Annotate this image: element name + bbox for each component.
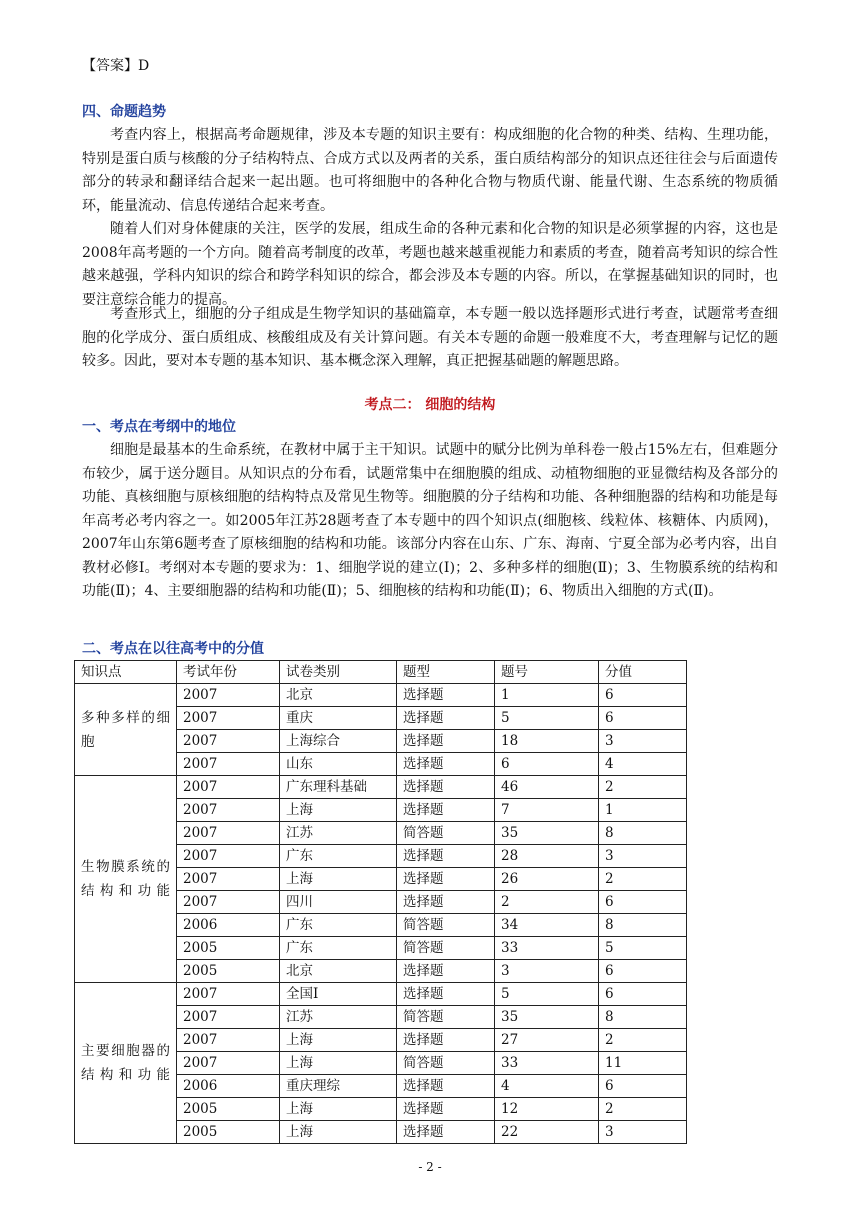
table-cell: 2007: [177, 1029, 280, 1052]
table-row: [75, 684, 687, 707]
table-cell: 5: [599, 937, 687, 960]
table-cell: 选择题: [397, 753, 495, 776]
header-cell: 知识点: [75, 661, 177, 684]
table-cell: 8: [599, 822, 687, 845]
table-cell: 2: [599, 868, 687, 891]
table-cell: 简答题: [397, 1006, 495, 1029]
table-cell: 北京: [280, 960, 397, 983]
table-cell: 34: [495, 914, 599, 937]
table-cell: 6: [599, 707, 687, 730]
table-cell: 2005: [177, 937, 280, 960]
table-cell: 8: [599, 1006, 687, 1029]
table-cell: 6: [599, 891, 687, 914]
table-cell: 8: [599, 914, 687, 937]
header-cell: 分值: [599, 661, 687, 684]
score-table-body: [75, 661, 687, 1144]
table-cell: 选择题: [397, 1098, 495, 1121]
table-cell: 2005: [177, 960, 280, 983]
table-cell: 2: [599, 1029, 687, 1052]
table-cell: 上海: [280, 1029, 397, 1052]
table-cell: 2007: [177, 868, 280, 891]
table-cell: 6: [599, 1075, 687, 1098]
table-cell: 简答题: [397, 937, 495, 960]
page-number: - 2 -: [418, 1160, 442, 1174]
knowledge-point-cell: 生物膜系统的结构和功能: [75, 776, 177, 983]
table-cell: 2007: [177, 684, 280, 707]
table-cell: 2: [599, 776, 687, 799]
table-cell: 2: [495, 891, 599, 914]
table-cell: 2007: [177, 753, 280, 776]
table-cell: 2007: [177, 1052, 280, 1075]
table-cell: 18: [495, 730, 599, 753]
table-cell: 5: [495, 983, 599, 1006]
table-cell: 简答题: [397, 914, 495, 937]
section4-paragraph-3: 考查形式上，细胞的分子组成是生物学知识的基础篇章，本专题一般以选择题形式进行考查，试题常考查细胞的化学成分、蛋白质组成、核酸组成及有关计算问题。有关本专题的命题一般难度不大，考查理解与记忆的题较多。因此，要对本专题的基本知识、基本概念深入理解，真正把握基础题的解题思路。: [82, 306, 778, 369]
table-cell: 选择题: [397, 1121, 495, 1144]
table-cell: 选择题: [397, 1075, 495, 1098]
table-cell: 28: [495, 845, 599, 868]
table-cell: 广东理科基础: [280, 776, 397, 799]
table-cell: 12: [495, 1098, 599, 1121]
table-cell: 选择题: [397, 983, 495, 1006]
header-cell: 试卷类别: [280, 661, 397, 684]
knowledge-point-cell: 多种多样的细胞: [75, 684, 177, 776]
table-cell: 重庆理综: [280, 1075, 397, 1098]
table-cell: 3: [599, 1121, 687, 1144]
table-header-row: [75, 661, 687, 684]
table-cell: 2007: [177, 845, 280, 868]
knowledge-point-cell: 主要细胞器的结构和功能: [75, 983, 177, 1144]
table-cell: 2007: [177, 776, 280, 799]
table-cell: 上海: [280, 1098, 397, 1121]
section1-heading: 一、考点在考纲中的地位: [82, 419, 236, 435]
table-cell: 6: [599, 684, 687, 707]
section4-paragraph-1: 考查内容上，根据高考命题规律，涉及本专题的知识主要有：构成细胞的化合物的种类、结构、生理功能，特别是蛋白质与核酸的分子结构特点、合成方式以及两者的关系，蛋白质结构部分的知识点还往往会与后面遗传部分的转录和翻译结合起来一起出题。也可将细胞中的各种化合物与物质代谢、能量代谢、生态系统的物质循环，能量流动、信息传递结合起来考查。: [82, 127, 778, 214]
table-cell: 26: [495, 868, 599, 891]
table-cell: 2006: [177, 914, 280, 937]
table-row: [75, 776, 687, 799]
table-cell: 全国Ⅰ: [280, 983, 397, 1006]
table-cell: 46: [495, 776, 599, 799]
section4-paragraph-2: 随着人们对身体健康的关注，医学的发展，组成生命的各种元素和化合物的知识是必须掌握的内容，这也是2008年高考题的一个方向。随着高考制度的改革，考题也越来越重视能力和素质的考查，随着高考知识的综合性越来越强，学科内知识的综合和跨学科知识的综合，都会涉及本专题的内容。所以，在掌握基础知识的同时，也要注意综合能力的提高。: [82, 221, 778, 308]
table-cell: 2: [599, 1098, 687, 1121]
table-cell: 选择题: [397, 868, 495, 891]
section4-heading: 四、命题趋势: [82, 104, 166, 120]
table-cell: 6: [599, 983, 687, 1006]
table-cell: 4: [495, 1075, 599, 1098]
table-cell: 1: [495, 684, 599, 707]
table-cell: 3: [599, 730, 687, 753]
answer-line: 【答案】D: [82, 58, 150, 74]
table-cell: 选择题: [397, 730, 495, 753]
table-cell: 上海: [280, 1052, 397, 1075]
score-table: [74, 660, 687, 1144]
table-cell: 6: [495, 753, 599, 776]
table-cell: 简答题: [397, 822, 495, 845]
table-cell: 选择题: [397, 960, 495, 983]
header-cell: 考试年份: [177, 661, 280, 684]
table-cell: 广东: [280, 845, 397, 868]
table-cell: 3: [599, 845, 687, 868]
table-cell: 选择题: [397, 1029, 495, 1052]
table-cell: 22: [495, 1121, 599, 1144]
table-cell: 2007: [177, 799, 280, 822]
table-cell: 2006: [177, 1075, 280, 1098]
table-cell: 选择题: [397, 799, 495, 822]
table-cell: 选择题: [397, 684, 495, 707]
table-cell: 广东: [280, 937, 397, 960]
table-row: [75, 983, 687, 1006]
table-cell: 2007: [177, 707, 280, 730]
table-cell: 简答题: [397, 1052, 495, 1075]
table-cell: 2005: [177, 1121, 280, 1144]
table-cell: 四川: [280, 891, 397, 914]
table-cell: 选择题: [397, 845, 495, 868]
table-cell: 上海: [280, 1121, 397, 1144]
table-cell: 重庆: [280, 707, 397, 730]
table-cell: 7: [495, 799, 599, 822]
table-cell: 北京: [280, 684, 397, 707]
table-cell: 27: [495, 1029, 599, 1052]
table-cell: 山东: [280, 753, 397, 776]
table-cell: 35: [495, 1006, 599, 1029]
table-cell: 2007: [177, 983, 280, 1006]
table-cell: 2007: [177, 891, 280, 914]
table-cell: 1: [599, 799, 687, 822]
table-cell: 选择题: [397, 891, 495, 914]
table-cell: 江苏: [280, 1006, 397, 1029]
table-cell: 2007: [177, 822, 280, 845]
header-cell: 题型: [397, 661, 495, 684]
table-cell: 33: [495, 1052, 599, 1075]
table-cell: 11: [599, 1052, 687, 1075]
table-cell: 33: [495, 937, 599, 960]
table-cell: 2005: [177, 1098, 280, 1121]
table-cell: 选择题: [397, 776, 495, 799]
table-cell: 2007: [177, 730, 280, 753]
table-cell: 上海综合: [280, 730, 397, 753]
table-cell: 2007: [177, 1006, 280, 1029]
section2-heading: 二、考点在以往高考中的分值: [82, 641, 264, 657]
section1-paragraph: 细胞是最基本的生命系统，在教材中属于主干知识。试题中的赋分比例为单科卷一般占15%左右，但难题分布较少，属于送分题目。从知识点的分布看，试题常集中在细胞膜的组成、动植物细胞的亚显微结构及各部分的功能、真核细胞与原核细胞的结构特点及常见生物等。细胞膜的分子结构和功能、各种细胞器的结构和功能是每年高考必考内容之一。如2005年江苏28题考查了本专题中的四个知识点(细胞核、线粒体、核糖体、内质网)，2007年山东第6题考查了原核细胞的结构和功能。该部分内容在山东、广东、海南、宁夏全部为必考内容，出自教材必修Ⅰ。考纲对本专题的要求为：1、细胞学说的建立(Ⅰ)；2、多种多样的细胞(Ⅱ)；3、生物膜系统的结构和功能(Ⅱ)；4、主要细胞器的结构和功能(Ⅱ)；5、细胞核的结构和功能(Ⅱ)；6、物质出入细胞的方式(Ⅱ)。: [82, 442, 778, 599]
table-cell: 3: [495, 960, 599, 983]
header-cell: 题号: [495, 661, 599, 684]
table-cell: 4: [599, 753, 687, 776]
topic2-title: 考点二： 细胞的结构: [364, 397, 496, 413]
table-cell: 广东: [280, 914, 397, 937]
table-cell: 上海: [280, 799, 397, 822]
table-cell: 35: [495, 822, 599, 845]
table-cell: 选择题: [397, 707, 495, 730]
table-cell: 上海: [280, 868, 397, 891]
table-cell: 江苏: [280, 822, 397, 845]
table-cell: 5: [495, 707, 599, 730]
table-cell: 6: [599, 960, 687, 983]
